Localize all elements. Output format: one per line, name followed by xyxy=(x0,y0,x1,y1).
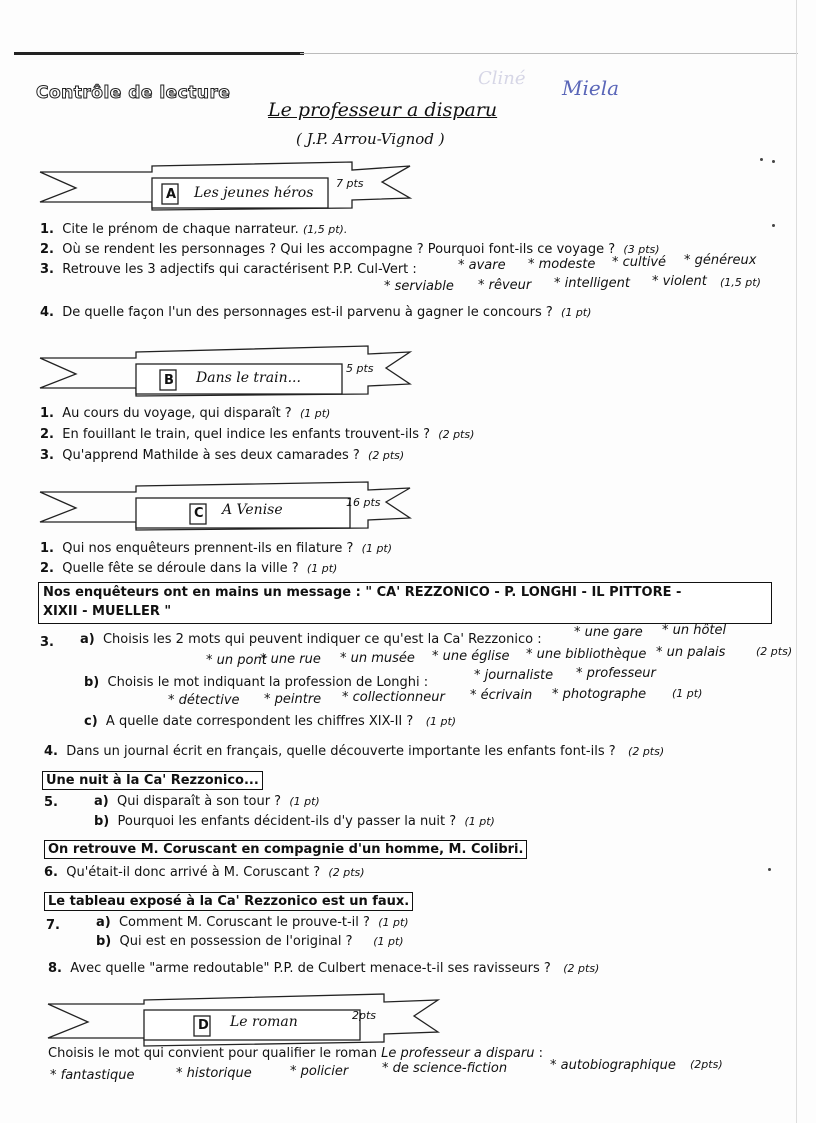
question-c3b: b) Choisis le mot indiquant la profession de Longhi : xyxy=(84,675,429,690)
option: * une gare xyxy=(574,625,643,640)
option: * policier xyxy=(290,1064,349,1079)
section-d-letter: D xyxy=(198,1018,209,1033)
option: * un hôtel xyxy=(662,623,727,638)
message-line-2: XIXII - MUELLER " xyxy=(43,604,172,619)
speck xyxy=(760,158,763,161)
section-d-points: 2pts xyxy=(352,1009,377,1022)
top-rule-light xyxy=(300,53,798,54)
option: * écrivain xyxy=(470,688,533,703)
question-c7-number: 7. xyxy=(46,918,60,933)
section-b-points: 5 pts xyxy=(346,362,374,375)
speck xyxy=(772,160,775,163)
option: * généreux xyxy=(684,253,757,268)
section-box-colibri: On retrouve M. Coruscant en compagnie d'un homme, M. Colibri. xyxy=(44,840,527,859)
question-c6: 6. Qu'était-il donc arrivé à M. Coruscant ? (2 pts) xyxy=(44,865,365,880)
question-c3-number: 3. xyxy=(40,635,54,650)
option: * avare xyxy=(458,258,506,273)
question-b1: 1. Au cours du voyage, qui disparaît ? (1 pt) xyxy=(40,406,331,421)
option: * rêveur xyxy=(478,278,532,293)
option: * serviable xyxy=(384,279,454,294)
question-a3-points: (1,5 pt) xyxy=(720,276,761,289)
speck xyxy=(772,224,775,227)
section-b-letter: B xyxy=(164,373,174,388)
question-c2: 2. Quelle fête se déroule dans la ville ? (1 pt) xyxy=(40,561,338,576)
option: * fantastique xyxy=(50,1068,135,1083)
question-a2: 2. Où se rendent les personnages ? Qui les accompagne ? Pourquoi font-ils ce voyage ? (3 pts) xyxy=(40,242,660,257)
option: * violent xyxy=(652,274,707,289)
page-title: Contrôle de lecture xyxy=(36,83,231,103)
option: * un palais xyxy=(656,645,726,660)
section-c-letter: C xyxy=(194,506,204,521)
question-c1: 1. Qui nos enquêteurs prennent-ils en filature ? (1 pt) xyxy=(40,541,393,556)
top-rule-heavy xyxy=(14,52,304,55)
option: * une rue xyxy=(260,652,321,667)
question-c3a: a) Choisis les 2 mots qui peuvent indiquer ce qu'est la Ca' Rezzonico : xyxy=(80,632,542,647)
section-d-title: Le roman xyxy=(230,1014,298,1030)
question-b3: 3. Qu'apprend Mathilde à ses deux camarades ? (2 pts) xyxy=(40,448,405,463)
question-c3c: c) A quelle date correspondent les chiffres XIX-II ? (1 pt) xyxy=(84,714,457,729)
page-edge xyxy=(796,0,797,1123)
option: * une bibliothèque xyxy=(526,647,647,662)
option: * peintre xyxy=(264,692,322,707)
question-c3a-points: (2 pts) xyxy=(756,645,793,658)
question-c7b: b) Qui est en possession de l'original ? (1 pt) xyxy=(96,934,404,949)
option: * cultivé xyxy=(612,255,667,270)
question-c7a: a) Comment M. Coruscant le prouve-t-il ? (1 pt) xyxy=(96,915,409,930)
option: * une église xyxy=(432,649,510,664)
option: * historique xyxy=(176,1066,252,1081)
section-box-fake-painting: Le tableau exposé à la Ca' Rezzonico est un faux. xyxy=(44,892,413,911)
question-a4: 4. De quelle façon l'un des personnages est-il parvenu à gagner le concours ? (1 pt) xyxy=(40,305,592,320)
option: * journaliste xyxy=(474,668,554,683)
book-author: ( J.P. Arrou-Vignod ) xyxy=(296,130,445,148)
question-a3: 3. Retrouve les 3 adjectifs qui caractérisent P.P. Cul-Vert : xyxy=(40,262,417,277)
student-signature: Miela xyxy=(562,76,620,100)
book-title: Le professeur a disparu xyxy=(268,99,498,121)
section-d-points-note: (2pts) xyxy=(690,1058,723,1071)
option: * détective xyxy=(168,693,240,708)
option: * intelligent xyxy=(554,276,631,291)
question-c4: 4. Dans un journal écrit en français, quelle découverte importante les enfants font-ils ? (2 pts) xyxy=(44,744,665,759)
question-b2: 2. En fouillant le train, quel indice les enfants trouvent-ils ? (2 pts) xyxy=(40,427,475,442)
option: * collectionneur xyxy=(342,690,445,705)
section-box-night: Une nuit à la Ca' Rezzonico... xyxy=(42,771,263,790)
section-a-points: 7 pts xyxy=(336,177,364,190)
section-b-title: Dans le train... xyxy=(196,370,301,386)
option: * autobiographique xyxy=(550,1058,676,1073)
section-c-points: 16 pts xyxy=(346,496,381,509)
question-c8: 8. Avec quelle "arme redoutable" P.P. de Culbert menace-t-il ses ravisseurs ? (2 pts) xyxy=(48,961,600,976)
section-d-prompt: Choisis le mot qui convient pour qualifier le roman Le professeur a disparu : xyxy=(48,1046,543,1061)
option: * un pont xyxy=(206,653,267,668)
question-c5b: b) Pourquoi les enfants décident-ils d'y passer la nuit ? (1 pt) xyxy=(94,814,495,829)
option: * photographe xyxy=(552,687,647,702)
option: * professeur xyxy=(576,666,656,681)
section-c-title: A Venise xyxy=(222,502,283,518)
message-line-1: Nos enquêteurs ont en mains un message : " CA' REZZONICO - P. LONGHI - IL PITTORE - xyxy=(43,585,682,600)
question-c3b-points: (1 pt) xyxy=(672,687,703,700)
question-c5-number: 5. xyxy=(44,795,58,810)
stamp-mark: Cliné xyxy=(478,68,526,89)
question-a1: 1. Cite le prénom de chaque narrateur. (1,5 pt). xyxy=(40,222,348,237)
question-c5a: a) Qui disparaît à son tour ? (1 pt) xyxy=(94,794,320,809)
section-a-letter: A xyxy=(166,187,177,202)
speck xyxy=(768,868,771,871)
option: * un musée xyxy=(340,651,415,666)
option: * de science-fiction xyxy=(382,1061,508,1076)
option: * modeste xyxy=(528,257,596,272)
section-a-title: Les jeunes héros xyxy=(194,185,314,201)
